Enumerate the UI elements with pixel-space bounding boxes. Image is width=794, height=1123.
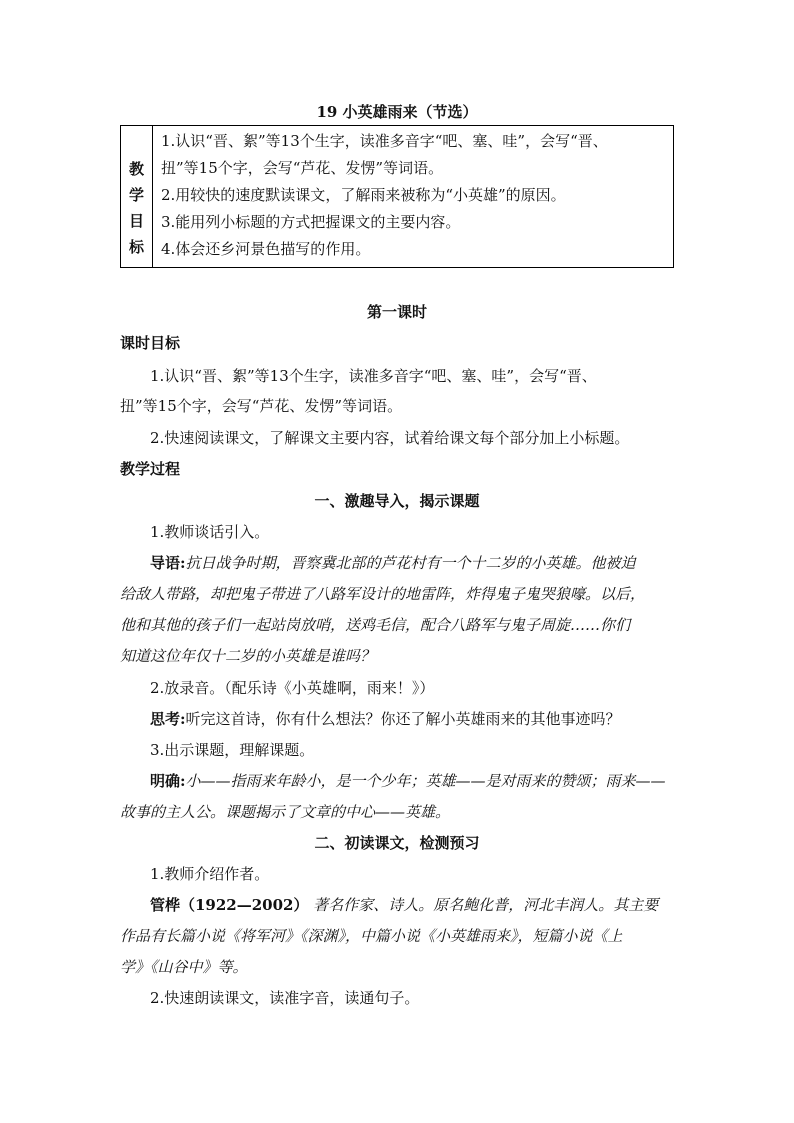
daoyu-text: 他和其他的孩子们一起站岗放哨，送鸡毛信，配合八路军与鬼子周旋……你们 [120, 616, 631, 634]
mingque-label: 明确: [150, 772, 186, 790]
lesson-goal-line: 扭”等15个字，会写“芦花、发愣”等词语。 [120, 397, 403, 415]
list-item: 2.放录音。（配乐诗《小英雄啊，雨来！》） [150, 679, 435, 697]
goal-item: 扭”等15个字，会写“芦花、发愣”等词语。 [161, 159, 444, 177]
goals-label-char: 标 [128, 238, 144, 256]
lesson-heading: 第一课时 [366, 303, 427, 321]
list-item: 3.出示课题，理解课题。 [150, 741, 315, 759]
document-title: 19 小英雄雨来（节选） [316, 103, 478, 121]
lesson-goal-line: 2.快速阅读课文，了解课文主要内容，试着给课文每个部分加上小标题。 [150, 429, 630, 447]
sikao-line [120, 709, 621, 729]
daoyu-label: 导语: [150, 554, 186, 572]
sikao-text: 听完这首诗，你有什么想法？你还了解小英雄雨来的其他事迹吗？ [185, 710, 621, 728]
list-item: 2.快速朗读课文，读准字音，读通句子。 [150, 989, 420, 1007]
daoyu-text: 给敌人带路，却把鬼子带进了八路军设计的地雷阵，炸得鬼子鬼哭狼嚎。以后， [120, 585, 646, 603]
daoyu-text: 抗日战争时期，晋察冀北部的芦花村有一个十二岁的小英雄。他被迫 [185, 554, 636, 572]
goals-items-cell [153, 126, 674, 268]
mingque-text: 故事的主人公。课题揭示了文章的中心——英雄。 [120, 803, 451, 821]
list-item: 1.教师介绍作者。 [150, 865, 270, 883]
daoyu-line [120, 553, 636, 573]
goal-item: 3.能用列小标题的方式把握课文的主要内容。 [161, 213, 461, 231]
daoyu-text: 知道这位年仅十二岁的小英雄是谁吗？ [120, 647, 376, 665]
goal-item: 4.体会还乡河景色描写的作用。 [161, 240, 371, 258]
section-heading: 一、激趣导入，揭示课题 [314, 492, 480, 510]
mingque-text: 小——指雨来年龄小，是一个少年；英雄——是对雨来的赞颂；雨来—— [185, 772, 666, 790]
author-label: 管桦（1922—2002） [150, 896, 309, 914]
author-text: 学》《山谷中》等。 [120, 958, 248, 976]
author-text: 作品有长篇小说《将军河》《深渊》，中篇小说《小英雄雨来》，短篇小说《上 [120, 927, 623, 945]
list-item: 1.教师谈话引入。 [150, 523, 270, 541]
teaching-goals-table [120, 125, 674, 268]
mingque-line [120, 771, 666, 791]
goal-item: 1.认识“晋、絮”等13个生字，读准多音字“吧、塞、哇”，会写“晋、 [161, 132, 608, 150]
goals-label-char: 学 [128, 186, 144, 204]
goals-label-cell [121, 126, 153, 268]
lesson-goal-label: 课时目标 [120, 334, 181, 352]
author-text: 著名作家、诗人。原名鲍化普，河北丰润人。其主要 [313, 896, 659, 914]
goal-item: 2.用较快的速度默读课文，了解雨来被称为“小英雄”的原因。 [161, 186, 566, 204]
goals-label-char: 目 [128, 212, 144, 230]
goals-label-char: 教 [128, 160, 144, 178]
lesson-goal-line: 1.认识“晋、絮”等13个生字，读准多音字“吧、塞、哇”，会写“晋、 [150, 367, 597, 385]
process-label: 教学过程 [120, 460, 181, 478]
section-heading: 二、初读课文，检测预习 [314, 834, 480, 852]
author-line [120, 895, 658, 915]
sikao-label: 思考: [150, 710, 186, 728]
